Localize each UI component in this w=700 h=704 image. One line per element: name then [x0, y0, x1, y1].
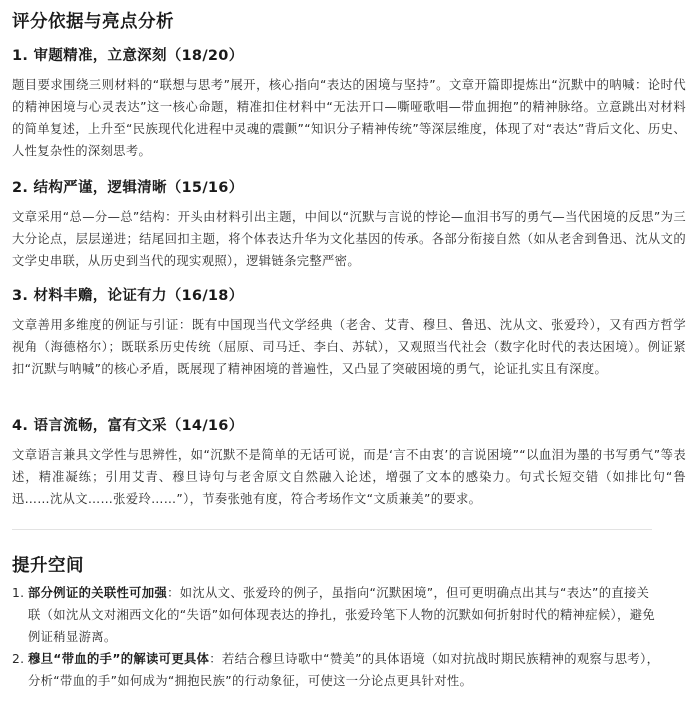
improve-list — [12, 582, 660, 692]
improve-item-2-number: 2. — [12, 652, 25, 666]
section-4 — [12, 416, 686, 510]
section-divider — [12, 529, 652, 530]
improve-item-1-text: ：如沈从文、张爱玲的例子，虽指向“沉默困境”，但可更明确点出其与“表达”的直接关联（如沈从文对湘西文化的“失语”如何体现表达的挣扎，张爱玲笔下人物的沉默如何折射时代的精神症候），避免例证稍显游离。 — [28, 586, 655, 644]
section-4-body: 文章语言兼具文学性与思辨性，如“沉默不是简单的无话可说，而是‘言不由衷’的言说困境”“以血泪为墨的书写勇气”等表述，精准凝练；引用艾青、穆旦诗句与老舍原文自然融入论述，增强了文本的感染力。句式长短交错（如排比句“鲁迅……沈从文……张爱玲……”），节奏张弛有度，符合考场作文“文质兼美”的要求。 — [12, 448, 686, 506]
improve-item-1-title: 部分例证的关联性可加强 — [28, 586, 168, 600]
section-3-heading: 3. 材料丰赡，论证有力（16/18） — [12, 288, 244, 304]
improve-item-2 — [12, 648, 660, 692]
improve-item-2-text: ：若结合穆旦诗歌中“赞美”的具体语境（如对抗战时期民族精神的观察与思考），分析“带血的手”如何成为“拥抱民族”的行动象征，可使这一分论点更具针对性。 — [28, 652, 660, 688]
section-3 — [12, 286, 686, 380]
section-2-heading: 2. 结构严谨，逻辑清晰（15/16） — [12, 180, 244, 196]
section-4-heading: 4. 语言流畅，富有文采（14/16） — [12, 418, 244, 434]
section-1-body: 题目要求围绕三则材料的“联想与思考”展开，核心指向“表达的困境与坚持”。文章开篇即提炼出“沉默中的呐喊：论时代的精神困境与心灵表达”这一核心命题，精准扣住材料中“无法开口—嘶哑歌唱—带血拥抱”的精神脉络。立意跳出对材料的简单复述，上升至“民族现代化进程中灵魂的震颤”“知识分子精神传统”等深层维度，体现了对“表达”背后文化、历史、人性复杂性的深刻思考。 — [12, 78, 686, 158]
section-2 — [12, 178, 686, 272]
section-1-heading: 1. 审题精准，立意深刻（18/20） — [12, 48, 244, 64]
improve-item-1-number: 1. — [12, 586, 25, 600]
section-3-body: 文章善用多维度的例证与引证：既有中国现当代文学经典（老舍、艾青、穆旦、鲁迅、沈从文、张爱玲），又有西方哲学视角（海德格尔）；既联系历史传统（屈原、司马迁、李白、苏轼），又观照当代社会（数字化时代的表达困境）。例证紧扣“沉默与呐喊”的核心矛盾，既展现了精神困境的普遍性，又凸显了突破困境的勇气，论证扎实且有深度。 — [12, 318, 686, 376]
improve-title: 提升空间 — [12, 556, 84, 576]
section-1 — [12, 46, 686, 162]
page-title: 评分依据与亮点分析 — [12, 12, 174, 32]
improve-item-2-title: 穆旦“带血的手”的解读可更具体 — [28, 652, 210, 666]
improve-item-1 — [12, 582, 660, 648]
section-2-body: 文章采用“总—分—总”结构：开头由材料引出主题，中间以“沉默与言说的悖论—血泪书写的勇气—当代困境的反思”为三大分论点，层层递进；结尾回扣主题，将个体表达升华为文化基因的传承。各部分衔接自然（如从老舍到鲁迅、沈从文的文学史串联，从历史到当代的现实观照），逻辑链条完整严密。 — [12, 210, 686, 268]
